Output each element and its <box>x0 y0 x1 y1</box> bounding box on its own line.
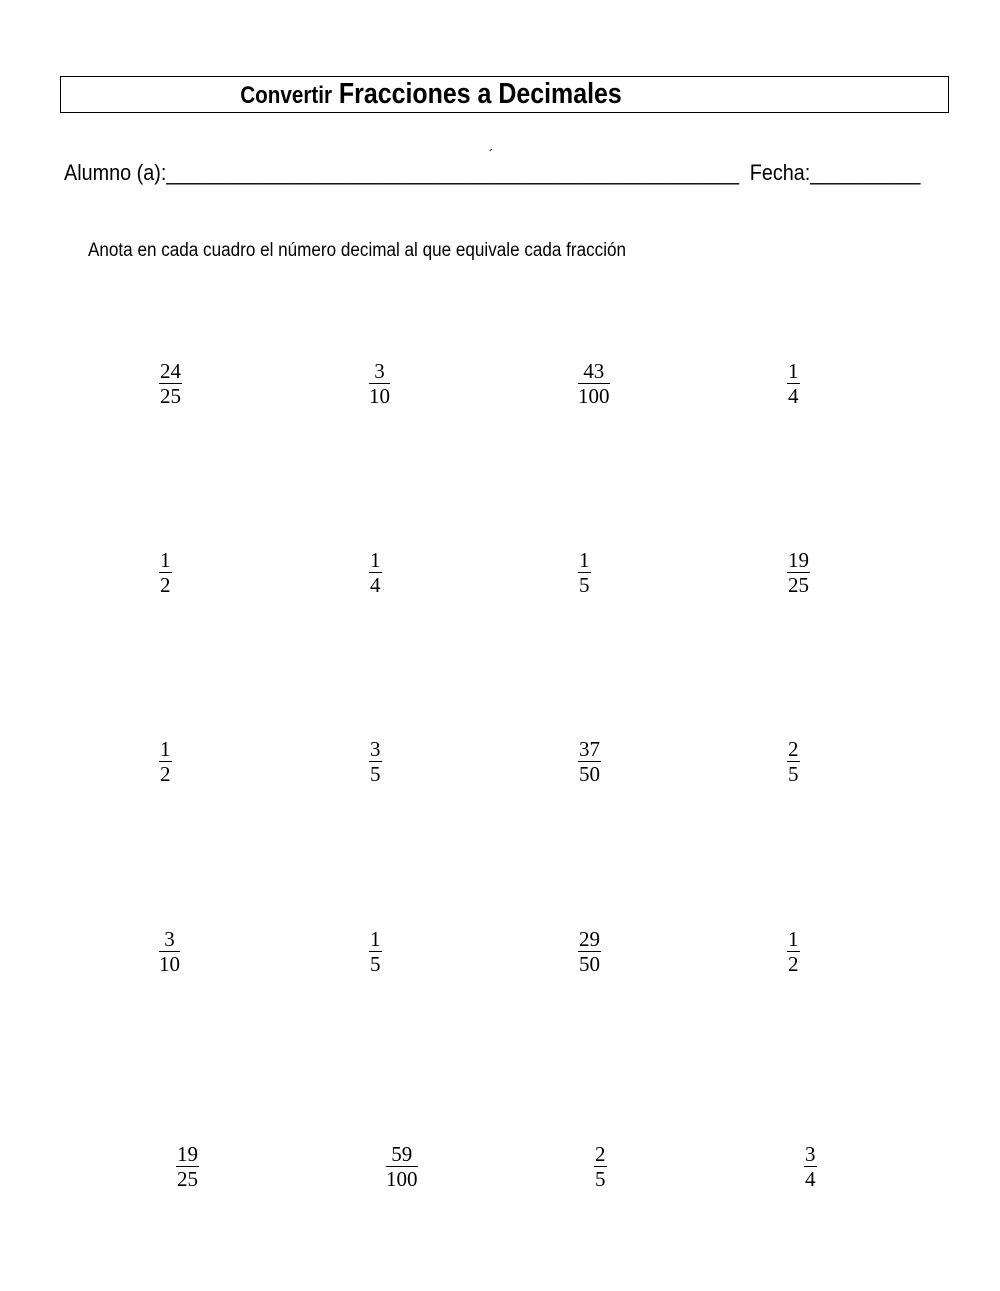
stray-accent-mark: ´ <box>489 146 494 162</box>
fraction-item <box>787 738 800 785</box>
fraction-item <box>804 1143 817 1190</box>
fraction-item <box>578 928 601 975</box>
fraction-denominator: 2 <box>788 952 799 976</box>
fraction-numerator: 2 <box>595 1142 606 1166</box>
fraction-numerator: 19 <box>177 1142 198 1166</box>
fraction-numerator: 1 <box>160 737 171 761</box>
fraction-numerator: 1 <box>370 927 381 951</box>
fraction-numerator: 1 <box>579 548 590 572</box>
fraction-denominator: 4 <box>370 573 381 597</box>
fraction-denominator: 2 <box>160 762 171 786</box>
fraction-item <box>159 549 172 596</box>
fraction-denominator: 50 <box>579 762 600 786</box>
fraction-numerator: 19 <box>788 548 809 572</box>
student-fields <box>64 160 921 186</box>
fraction-denominator: 4 <box>805 1167 816 1191</box>
fraction-numerator: 3 <box>805 1142 816 1166</box>
fraction-numerator: 59 <box>386 1143 418 1167</box>
title-word-small: Convertir <box>240 82 332 109</box>
fraction-item <box>176 1143 199 1190</box>
fraction-numerator: 1 <box>788 927 799 951</box>
fraction-denominator: 4 <box>788 384 799 408</box>
fraction-item <box>159 928 180 975</box>
fraction-denominator: 50 <box>579 952 600 976</box>
fraction-numerator: 43 <box>578 360 610 384</box>
fraction-item <box>594 1143 607 1190</box>
fraction-denominator: 25 <box>177 1167 198 1191</box>
fraction-item <box>369 360 390 407</box>
fraction-denominator: 5 <box>370 762 381 786</box>
page-title <box>113 77 749 114</box>
fraction-item <box>578 738 601 785</box>
fraction-numerator: 1 <box>788 359 799 383</box>
fraction-denominator: 5 <box>370 952 381 976</box>
fraction-denominator: 2 <box>160 573 171 597</box>
fraction-item <box>159 738 172 785</box>
fraction-item <box>787 360 800 407</box>
fraction-denominator: 10 <box>159 952 180 976</box>
fraction-item <box>369 928 382 975</box>
title-box <box>60 76 949 113</box>
fraction-item <box>787 549 810 596</box>
fraction-denominator: 5 <box>788 762 799 786</box>
fraction-item <box>369 738 382 785</box>
fraction-item <box>787 928 800 975</box>
fraction-numerator: 1 <box>370 548 381 572</box>
date-field[interactable]: Fecha:__________ <box>749 160 921 185</box>
fraction-denominator: 25 <box>788 573 809 597</box>
fraction-numerator: 24 <box>160 359 181 383</box>
fraction-item <box>159 360 182 407</box>
fraction-denominator: 5 <box>595 1167 606 1191</box>
student-name-field[interactable]: Alumno (a):____________________________________________________ <box>64 160 739 185</box>
fraction-numerator: 3 <box>159 928 180 952</box>
fraction-item <box>578 360 610 407</box>
fraction-numerator: 29 <box>579 927 600 951</box>
fraction-numerator: 2 <box>788 737 799 761</box>
fraction-denominator: 5 <box>579 573 590 597</box>
instruction-text: Anota en cada cuadro el número decimal al que equivale cada fracción <box>88 240 627 261</box>
title-words-large: Fracciones a Decimales <box>338 78 622 110</box>
fraction-item <box>578 549 591 596</box>
fraction-numerator: 1 <box>160 548 171 572</box>
fraction-item <box>369 549 382 596</box>
fraction-numerator: 3 <box>370 737 381 761</box>
fraction-denominator: 10 <box>369 384 390 408</box>
fraction-denominator: 25 <box>160 384 181 408</box>
fraction-numerator: 3 <box>369 360 390 384</box>
fraction-denominator: 100 <box>386 1167 418 1191</box>
fraction-denominator: 100 <box>578 384 610 408</box>
fraction-numerator: 37 <box>579 737 600 761</box>
fraction-item <box>386 1143 418 1190</box>
